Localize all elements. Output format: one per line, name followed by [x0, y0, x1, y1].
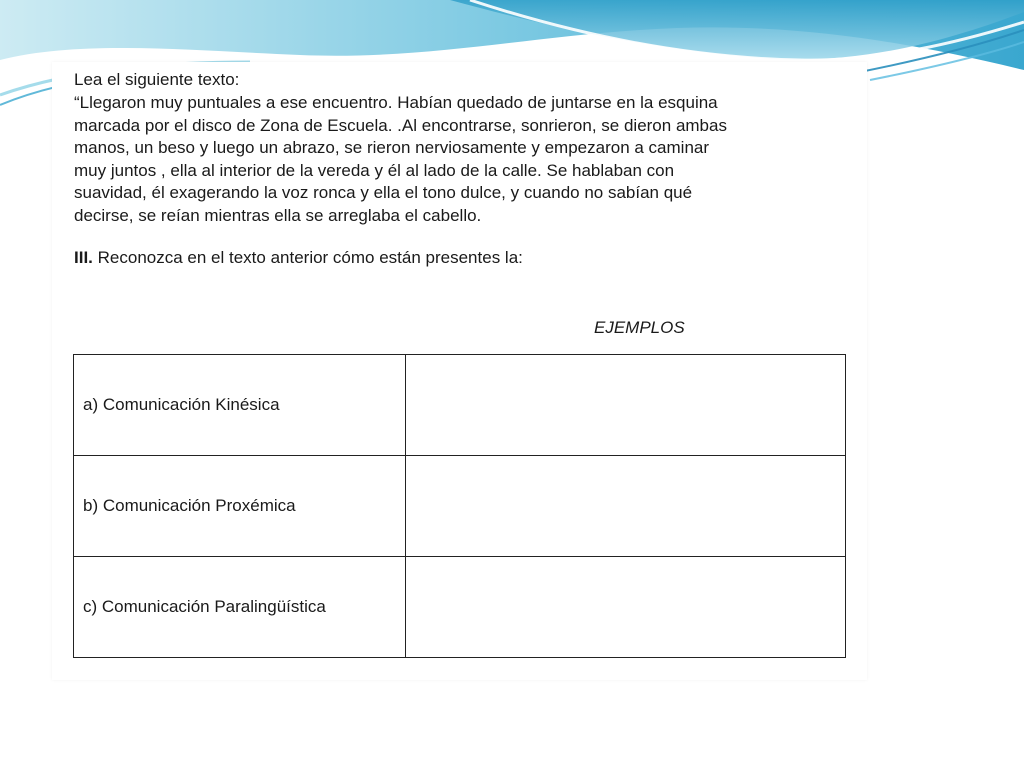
example-cell[interactable] — [405, 456, 845, 557]
table-row — [74, 456, 846, 557]
passage-line: decirse, se reían mientras ella se arreglaba el cabello. — [74, 205, 482, 225]
instruction-text: Reconozca en el texto anterior cómo están presentes la: — [92, 248, 523, 267]
example-cell[interactable] — [405, 557, 845, 658]
example-cell[interactable] — [405, 355, 845, 456]
examples-header: EJEMPLOS — [594, 318, 685, 337]
passage-line: muy juntos , ella al interior de la vereda y él al lado de la calle. Se hablaban con — [74, 160, 675, 180]
instruction — [74, 248, 523, 268]
intro-label: Lea el siguiente texto: — [74, 70, 240, 89]
passage-line: “Llegaron muy puntuales a ese encuentro. Habían quedado de juntarse en la esquina — [74, 93, 718, 112]
table-row — [74, 355, 846, 456]
passage-text — [74, 92, 844, 227]
document-panel — [52, 62, 867, 680]
row-label: a) Comunicación Kinésica — [74, 355, 406, 456]
passage-line: manos, un beso y luego un abrazo, se rieron nerviosamente y empezaron a caminar — [74, 138, 710, 157]
row-label: c) Comunicación Paralingüística — [74, 557, 406, 658]
passage-line: marcada por el disco de Zona de Escuela. .Al encontrarse, sonrieron, se dieron ambas — [74, 115, 727, 135]
row-label: b) Comunicación Proxémica — [74, 456, 406, 557]
instruction-numeral: III. — [74, 248, 93, 267]
passage-line: suavidad, él exagerando la voz ronca y ella el tono dulce, y cuando no sabían qué — [74, 183, 693, 202]
examples-table — [73, 354, 846, 658]
table-row — [74, 557, 846, 658]
